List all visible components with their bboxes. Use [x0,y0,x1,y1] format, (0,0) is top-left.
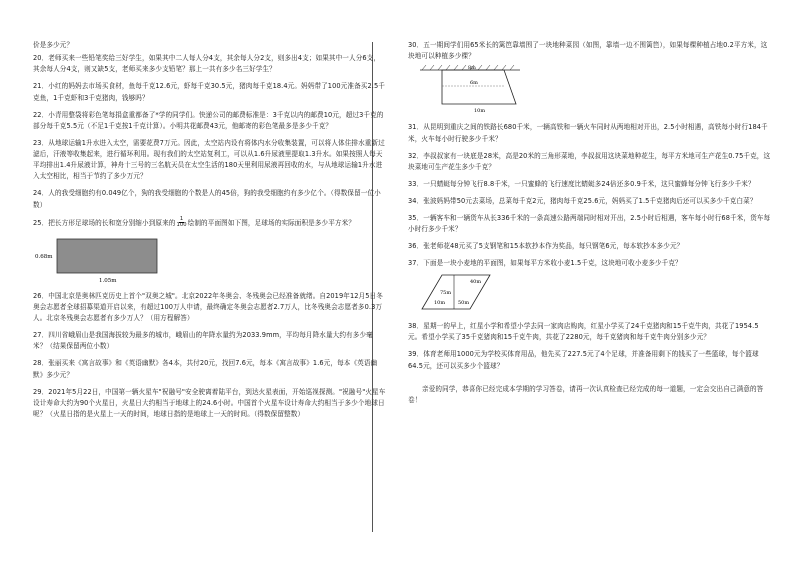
garden-top-label: 8m [468,65,476,72]
question-37: 37．下面是一块小麦地的平面图，如果每平方米收小麦1.5千克，这块地可收小麦多少千克？ [408,259,682,268]
garden-figure [412,64,772,116]
scale-fraction [176,217,186,229]
right-column [390,0,794,562]
field-rectangle [57,239,157,273]
question-30: 30．五一期间学们用65米长的篱笆靠墙围了一块地种菜园（如图，靠墙一边不围篱笆），如果每棵种植占地0.2平方米，这块地可以种植多少棵？ [408,41,768,61]
fraction-numerator: 1 [179,215,184,222]
garden-svg [412,64,562,116]
question-25-suffix: 绘制的平面图如下图，足球场的实际面积是多少平方米？ [187,218,356,227]
field-height-label: 0.68m [35,253,53,260]
question-29: 29．2021年5月22日，中国第一辆火星车"祝融号"安全驶离着陆平台，到达火星表面，开始巡视探测。"祝融号"火星车设计寿命大约为90个火星日，火星日大约相当于地球上的24.6小时。中国首个火星车设计寿命大约相当于多少个地球日呢？（火星日指的是火星上一天的时间，地球日指的是地球上一天的时间。（得数保留整数） [33,387,386,418]
question-27: 27．四川省峨眉山是我国海拔较为最多的城市，峨眉山的年降水量约为2033.9mm，平均每月降水量大约有多少毫米？（结果保留两位小数） [33,331,373,351]
question-25-prefix: 25．把长方形足球场的长和宽分别缩小到原来的 [33,218,176,227]
question-23: 23．从地球运输1升水进入太空，需要花费7万元。因此，太空站内设有将体内水分收集装置，可以将人体住排水重新过滤后，汗液等收集起来，进行循环利用。现有我们的太空站复利工，可以从1.6升尿液里提取1.3升水。如果按照人每天平均排出1.4升尿液计算，神舟十三号的三名航天员在太空生活的180天里利用尿液再回收的水，与从地球运输1升水进入太空相比，相当于节约了多少万元？ [33,138,385,181]
question-20: 20．老师买来一些铅笔奖给三好学生，如果其中二人每人分4支，其余每人分2支，则多出4支；如果其中一人分6支，其余每人分4支，则又缺5支，老师买来多少支铅笔？那上一共有多少名三好学生？ [33,54,381,74]
wheat-field-figure [414,271,772,315]
garden-side-label: 6m [470,80,478,87]
left-column [0,0,390,562]
question-32: 32．李叔叔家有一块底是28米，高是20米的三角形菜地，李叔叔用这块菜地种花生，每平方米地可生产花生0.75千克，这块菜地可生产花生多少千克？ [408,151,771,171]
question-31: 31．从昆明到重庆之间的铁路长680千米，一辆高铁和一辆火车同时从两地相对开出，2.5小时相遇，高铁每小时行184千米，火车每小时行驶多少千米？ [408,123,768,143]
question-19-tail: 价是多少元？ [33,41,74,49]
question-34: 34．张波妈妈带50元去菜场，总菜每千克2元，猪肉每千克25.6元，妈妈买了1.5千克猪肉后还可以买多少千克白菜？ [408,196,757,205]
question-21: 21．小红的妈妈去市场买食材，鱼每千克12.6元，虾每千克30.5元，猪肉每千克18.4元。妈妈带了100元准备买2.5千克鱼，1千克虾和3千克猪肉，钱够吗？ [33,82,385,102]
fraction-denominator: 100 [176,222,187,229]
question-38: 38．星期一的早上，红星小学和希望小学去同一家肉店购肉，红星小学买了24千克猪肉和15千克牛肉，共花了1954.5元。希望小学买了35千克猪肉和15千克牛肉，共花了2280元，每千克猪肉和每千克牛肉分别多少元？ [408,322,759,342]
question-33: 33．一只蜻蜓每分钟飞行8.8千米，一只蜜蜂的飞行速度比蜻蜓多24倍还多0.9千米，这只蜜蜂每分钟飞行多少千米？ [408,179,755,188]
field-rectangle-figure [33,235,386,285]
field-rectangle-svg [33,235,233,285]
question-24: 24．人的我受细胞约有0.049亿个，狗的我受细胞的个数是人的45倍，狗的我受细胞约有多少亿个。（得数保留一位小数） [33,189,381,209]
question-22: 22．小青用整袋将彩色笔每捐盒重都备了*学的同学们。快递公司的邮费标准是：3千克以内的邮费10元，超过3千克的部分每千克5.5元（不足1千克按1千克计算）。小明共花邮费43元，他邮寄的彩色笔最多是多少千克？ [33,110,384,130]
wheat-bottom-label: 50m [458,300,470,307]
question-25 [33,217,386,229]
question-36: 36．张老师花48元买了5支钢笔和15本软抄本作为奖品，每只钢笔6元，每本软抄本多少元？ [408,242,684,251]
question-26: 26．中国北京是奥林匹克历史上首个"双奥之城"。北京2022年冬奥会、冬残奥会已经准备就绪。自2019年12月5日冬奥会志愿者全球招募渠道开启以来，有超过100万人申请，最终确定冬奥会志愿者2.7万人，比冬残奥会志愿者多0.3万人。北京冬残奥会志愿者有多少万人？（用方程解答） [33,291,383,323]
wheat-left-label: 10m [434,300,446,307]
field-width-label: 1.05m [99,277,117,284]
question-28: 28．张丽买来《寓言故事》和《英语幽默》各4本，共付20元，找回7.6元，每本《寓言故事》1.6元，每本《英语幽默》多少元？ [33,359,378,379]
wheat-height-label: 75m [440,290,452,297]
wheat-top-label: 40m [470,279,482,286]
question-35: 35．一辆客车和一辆货车从长336千米的一条高速公路两端同时相对开出，2.5小时后相遇，客车每小时行68千米，货车每小时行多少千米？ [408,213,771,234]
garden-trapezoid [442,70,516,104]
closing-message: 亲爱的同学，恭喜你已经完成本学期的学习答卷，请再一次认真检查已经完成的每一道题，一定会交出自己满意的答卷！ [408,384,764,405]
garden-bottom-label: 10m [474,108,486,115]
wheat-field-svg [414,271,554,315]
question-39: 39．体育老师用1000元为学校买体育用品，他先买了227.5元了4个足球，并准备用剩下的钱买了一些篮球，每个篮球64.5元，还可以买多少个篮球？ [408,350,759,370]
